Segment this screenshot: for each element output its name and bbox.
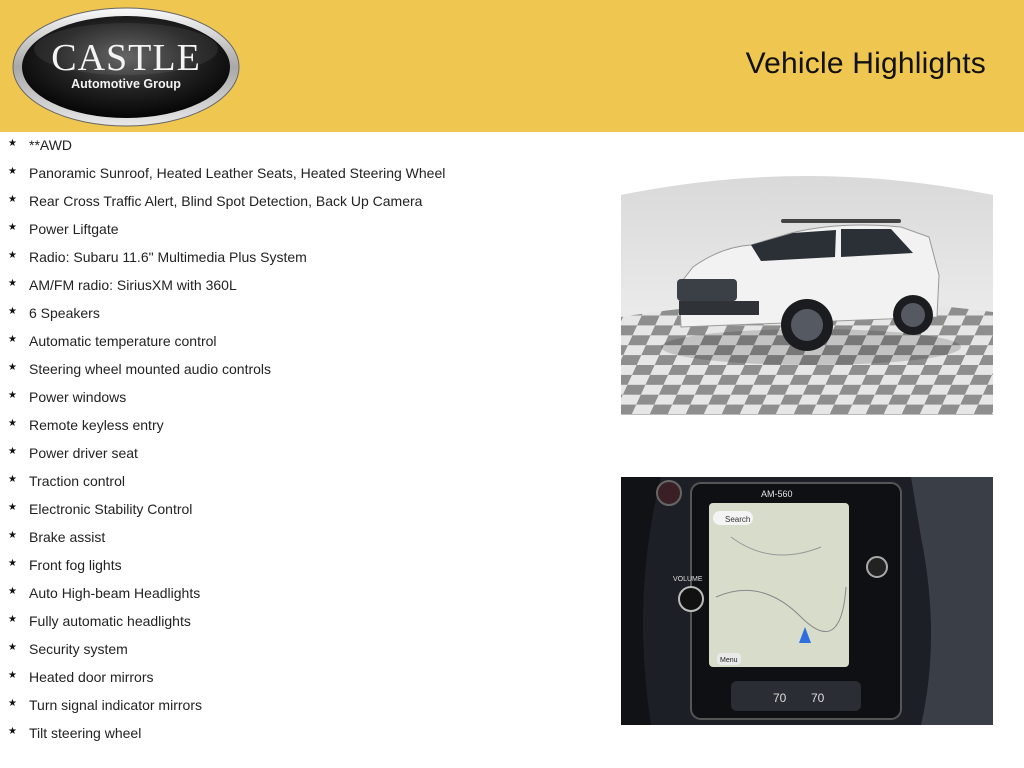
star-bullet-icon: ★ xyxy=(8,138,17,149)
star-bullet-icon: ★ xyxy=(8,530,17,541)
star-bullet-icon: ★ xyxy=(8,474,17,485)
feature-item xyxy=(8,725,445,753)
star-bullet-icon: ★ xyxy=(8,726,17,737)
feature-item xyxy=(8,501,445,529)
star-bullet-icon: ★ xyxy=(8,278,17,289)
feature-item xyxy=(8,613,445,641)
feature-text: Radio: Subaru 11.6" Multimedia Plus System xyxy=(29,249,307,265)
feature-text: Steering wheel mounted audio controls xyxy=(29,361,272,377)
star-bullet-icon: ★ xyxy=(8,306,17,317)
star-bullet-icon: ★ xyxy=(8,698,17,709)
feature-item xyxy=(8,697,445,725)
feature-item xyxy=(8,557,445,585)
feature-list xyxy=(8,137,445,753)
logo-brand-sub: Automotive Group xyxy=(71,77,181,91)
castle-logo[interactable] xyxy=(12,7,240,127)
feature-text: Panoramic Sunroof, Heated Leather Seats, Heated Steering Wheel xyxy=(29,165,446,181)
feature-text: Security system xyxy=(29,641,128,657)
feature-text: Auto High-beam Headlights xyxy=(29,585,201,601)
star-bullet-icon: ★ xyxy=(8,614,17,625)
volume-label: VOLUME xyxy=(673,576,703,583)
feature-item xyxy=(8,585,445,613)
feature-item xyxy=(8,641,445,669)
feature-text: Power windows xyxy=(29,389,127,405)
radio-station-label: AM-560 xyxy=(761,489,793,499)
infotainment-screen-photo[interactable] xyxy=(621,477,993,725)
temp-right-label: 70 xyxy=(811,691,825,705)
feature-item xyxy=(8,417,445,445)
feature-text: Power driver seat xyxy=(29,445,138,461)
star-bullet-icon: ★ xyxy=(8,642,17,653)
star-bullet-icon: ★ xyxy=(8,390,17,401)
feature-text: Front fog lights xyxy=(29,557,122,573)
menu-label: Menu xyxy=(720,657,738,664)
feature-text: 6 Speakers xyxy=(29,305,100,321)
feature-text: Rear Cross Traffic Alert, Blind Spot Detection, Back Up Camera xyxy=(29,193,423,209)
feature-item xyxy=(8,249,445,277)
feature-text: Tilt steering wheel xyxy=(29,725,142,741)
star-bullet-icon: ★ xyxy=(8,446,17,457)
feature-text: Automatic temperature control xyxy=(29,333,217,349)
header-bar xyxy=(0,0,1024,132)
star-bullet-icon: ★ xyxy=(8,502,17,513)
feature-item xyxy=(8,445,445,473)
star-bullet-icon: ★ xyxy=(8,250,17,261)
feature-item xyxy=(8,137,445,165)
feature-item xyxy=(8,473,445,501)
feature-text: Electronic Stability Control xyxy=(29,501,193,517)
star-bullet-icon: ★ xyxy=(8,670,17,681)
vehicle-exterior-photo[interactable] xyxy=(621,167,993,415)
feature-item xyxy=(8,193,445,221)
feature-item xyxy=(8,165,445,193)
feature-text: Remote keyless entry xyxy=(29,417,164,433)
feature-text: Brake assist xyxy=(29,529,106,545)
feature-item xyxy=(8,305,445,333)
feature-item xyxy=(8,529,445,557)
feature-item xyxy=(8,389,445,417)
feature-text: Fully automatic headlights xyxy=(29,613,191,629)
star-bullet-icon: ★ xyxy=(8,166,17,177)
feature-item xyxy=(8,669,445,697)
feature-item xyxy=(8,333,445,361)
star-bullet-icon: ★ xyxy=(8,558,17,569)
temp-left-label: 70 xyxy=(773,691,787,705)
feature-text: **AWD xyxy=(29,137,73,153)
star-bullet-icon: ★ xyxy=(8,418,17,429)
logo-brand-name: CASTLE xyxy=(51,37,201,79)
feature-text: AM/FM radio: SiriusXM with 360L xyxy=(29,277,237,293)
map-search-label: Search xyxy=(725,515,751,524)
feature-item xyxy=(8,361,445,389)
star-bullet-icon: ★ xyxy=(8,194,17,205)
feature-text: Heated door mirrors xyxy=(29,669,154,685)
star-bullet-icon: ★ xyxy=(8,334,17,345)
star-bullet-icon: ★ xyxy=(8,586,17,597)
feature-item xyxy=(8,221,445,249)
star-bullet-icon: ★ xyxy=(8,222,17,233)
feature-text: Turn signal indicator mirrors xyxy=(29,697,202,713)
star-bullet-icon: ★ xyxy=(8,362,17,373)
page-title: Vehicle Highlights xyxy=(745,47,986,80)
feature-item xyxy=(8,277,445,305)
feature-text: Power Liftgate xyxy=(29,221,119,237)
feature-text: Traction control xyxy=(29,473,125,489)
